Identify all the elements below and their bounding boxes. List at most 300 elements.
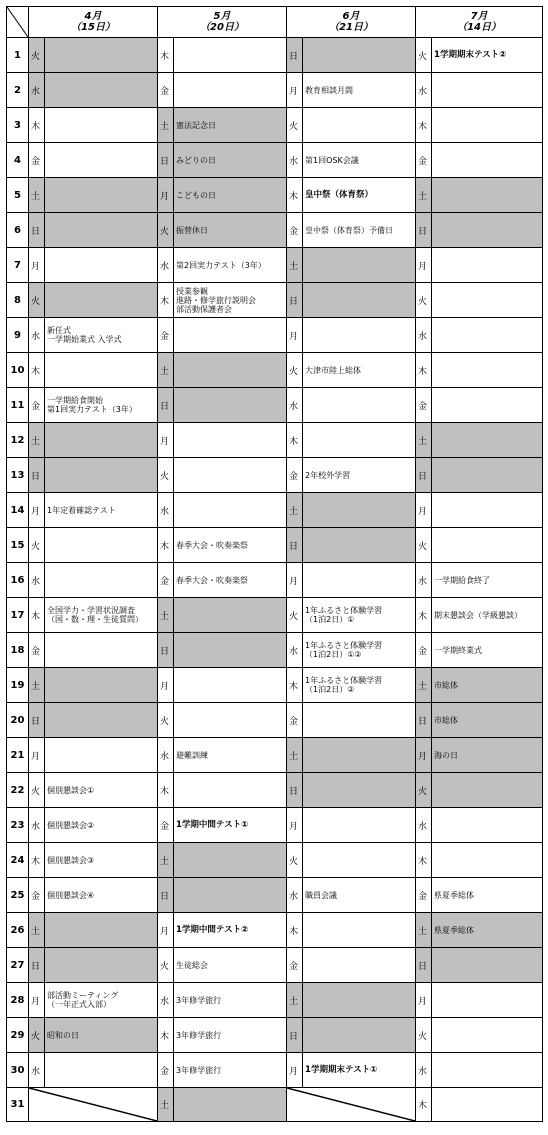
event-july — [432, 458, 543, 493]
weekday-may: 金 — [158, 808, 174, 843]
weekday-may: 土 — [158, 1088, 174, 1122]
event-june — [303, 248, 416, 283]
event-may: 避難訓練 — [174, 738, 287, 773]
weekday-april: 水 — [29, 73, 45, 108]
weekday-april: 土 — [29, 668, 45, 703]
calendar-row — [7, 1088, 543, 1122]
school-days-label: （21日） — [329, 22, 373, 33]
day-number: 30 — [7, 1053, 29, 1088]
weekday-may: 木 — [158, 283, 174, 318]
calendar-row — [7, 73, 543, 108]
weekday-july: 火 — [416, 773, 432, 808]
weekday-may: 水 — [158, 493, 174, 528]
day-number: 8 — [7, 283, 29, 318]
calendar-row — [7, 808, 543, 843]
day-number: 19 — [7, 668, 29, 703]
weekday-april: 月 — [29, 738, 45, 773]
weekday-june: 水 — [287, 143, 303, 178]
event-july: 一学期給食終了 — [432, 563, 543, 598]
event-june — [303, 703, 416, 738]
weekday-june: 火 — [287, 598, 303, 633]
weekday-june: 月 — [287, 1053, 303, 1088]
weekday-july: 日 — [416, 213, 432, 248]
day-number: 29 — [7, 1018, 29, 1053]
event-may — [174, 668, 287, 703]
weekday-may: 日 — [158, 633, 174, 668]
event-april: 新任式 一学期始業式 入学式 — [45, 318, 158, 353]
school-days-label: （20日） — [200, 22, 244, 33]
weekday-june: 日 — [287, 773, 303, 808]
event-may — [174, 38, 287, 73]
event-june — [303, 38, 416, 73]
weekday-april: 月 — [29, 493, 45, 528]
calendar-row — [7, 633, 543, 668]
calendar-row — [7, 423, 543, 458]
day-number: 11 — [7, 388, 29, 423]
day-number: 1 — [7, 38, 29, 73]
weekday-july: 土 — [416, 423, 432, 458]
event-may: 春季大会・吹奏楽祭 — [174, 528, 287, 563]
day-number: 31 — [7, 1088, 29, 1122]
weekday-june: 木 — [287, 668, 303, 703]
event-april — [45, 528, 158, 563]
event-april — [45, 563, 158, 598]
event-may: 3年修学旅行 — [174, 1053, 287, 1088]
event-april — [45, 948, 158, 983]
calendar-row — [7, 213, 543, 248]
event-may — [174, 598, 287, 633]
event-april: 個別懇談会③ — [45, 843, 158, 878]
weekday-june: 土 — [287, 248, 303, 283]
day-number: 3 — [7, 108, 29, 143]
event-april — [45, 633, 158, 668]
weekday-july: 水 — [416, 808, 432, 843]
weekday-may: 水 — [158, 738, 174, 773]
event-july: 海の日 — [432, 738, 543, 773]
event-june: 教育相談月間 — [303, 73, 416, 108]
event-april — [45, 248, 158, 283]
weekday-may: 火 — [158, 213, 174, 248]
weekday-april: 日 — [29, 948, 45, 983]
event-may — [174, 318, 287, 353]
weekday-june: 月 — [287, 563, 303, 598]
weekday-april: 金 — [29, 633, 45, 668]
calendar-row — [7, 738, 543, 773]
event-may — [174, 633, 287, 668]
day-number: 6 — [7, 213, 29, 248]
weekday-june: 月 — [287, 73, 303, 108]
day-number: 10 — [7, 353, 29, 388]
event-july — [432, 948, 543, 983]
weekday-may: 土 — [158, 843, 174, 878]
weekday-june: 金 — [287, 948, 303, 983]
weekday-april: 木 — [29, 108, 45, 143]
event-may: 生徒総会 — [174, 948, 287, 983]
event-april — [45, 178, 158, 213]
calendar-row — [7, 598, 543, 633]
month-header-july — [416, 7, 543, 38]
day-number: 27 — [7, 948, 29, 983]
event-april — [45, 213, 158, 248]
school-days-label: （14日） — [457, 22, 502, 33]
event-june — [303, 493, 416, 528]
weekday-june: 木 — [287, 178, 303, 213]
weekday-july: 火 — [416, 38, 432, 73]
weekday-june: 木 — [287, 913, 303, 948]
event-july — [432, 493, 543, 528]
event-april — [45, 703, 158, 738]
weekday-april: 金 — [29, 878, 45, 913]
weekday-april: 水 — [29, 1053, 45, 1088]
weekday-july: 水 — [416, 563, 432, 598]
weekday-april: 水 — [29, 563, 45, 598]
day-number: 2 — [7, 73, 29, 108]
event-july: 期末懇談会（学級懇談） — [432, 598, 543, 633]
nonexistent-day-june — [287, 1088, 416, 1122]
calendar-row — [7, 493, 543, 528]
day-number: 23 — [7, 808, 29, 843]
weekday-july: 土 — [416, 668, 432, 703]
event-july — [432, 108, 543, 143]
weekday-april: 日 — [29, 458, 45, 493]
weekday-april: 水 — [29, 808, 45, 843]
weekday-may: 月 — [158, 668, 174, 703]
weekday-may: 火 — [158, 703, 174, 738]
weekday-july: 月 — [416, 738, 432, 773]
calendar-row — [7, 353, 543, 388]
weekday-june: 金 — [287, 458, 303, 493]
corner-diagonal — [7, 7, 28, 37]
event-june — [303, 528, 416, 563]
weekday-july: 金 — [416, 143, 432, 178]
event-june: 第1回OSK会議 — [303, 143, 416, 178]
weekday-april: 金 — [29, 143, 45, 178]
weekday-june: 金 — [287, 703, 303, 738]
weekday-may: 金 — [158, 318, 174, 353]
month-header-may — [158, 7, 287, 38]
weekday-june: 日 — [287, 1018, 303, 1053]
event-april — [45, 913, 158, 948]
weekday-june: 木 — [287, 423, 303, 458]
day-number: 5 — [7, 178, 29, 213]
event-june — [303, 563, 416, 598]
calendar-row — [7, 878, 543, 913]
event-may — [174, 423, 287, 458]
weekday-may: 月 — [158, 913, 174, 948]
event-july — [432, 178, 543, 213]
day-number: 20 — [7, 703, 29, 738]
calendar-row — [7, 458, 543, 493]
weekday-april: 木 — [29, 843, 45, 878]
day-number: 21 — [7, 738, 29, 773]
weekday-july: 木 — [416, 353, 432, 388]
event-may — [174, 353, 287, 388]
weekday-june: 月 — [287, 318, 303, 353]
weekday-june: 土 — [287, 983, 303, 1018]
event-april — [45, 1053, 158, 1088]
month-header-june — [287, 7, 416, 38]
calendar-row — [7, 948, 543, 983]
weekday-june: 月 — [287, 808, 303, 843]
weekday-may: 火 — [158, 948, 174, 983]
corner-cell — [7, 7, 29, 38]
event-july — [432, 1018, 543, 1053]
diagonal-slash — [287, 1088, 415, 1121]
weekday-may: 日 — [158, 388, 174, 423]
event-july — [432, 528, 543, 563]
event-june — [303, 983, 416, 1018]
calendar-row — [7, 388, 543, 423]
event-june — [303, 108, 416, 143]
weekday-may: 金 — [158, 73, 174, 108]
weekday-april: 金 — [29, 388, 45, 423]
event-april — [45, 38, 158, 73]
weekday-may: 金 — [158, 1053, 174, 1088]
weekday-april: 木 — [29, 353, 45, 388]
event-april: 個別懇談会② — [45, 808, 158, 843]
event-april — [45, 73, 158, 108]
event-july: 1学期期末テスト② — [432, 38, 543, 73]
event-may — [174, 878, 287, 913]
weekday-may: 木 — [158, 38, 174, 73]
event-may: 1学期中間テスト① — [174, 808, 287, 843]
weekday-april: 火 — [29, 528, 45, 563]
day-number: 22 — [7, 773, 29, 808]
event-may: みどりの日 — [174, 143, 287, 178]
day-number: 14 — [7, 493, 29, 528]
event-may: 春季大会・吹奏楽祭 — [174, 563, 287, 598]
weekday-april: 火 — [29, 1018, 45, 1053]
weekday-june: 金 — [287, 213, 303, 248]
event-june — [303, 738, 416, 773]
weekday-july: 火 — [416, 1018, 432, 1053]
weekday-july: 木 — [416, 843, 432, 878]
event-june: 1年ふるさと体験学習 （1泊2日）① — [303, 598, 416, 633]
weekday-june: 日 — [287, 283, 303, 318]
weekday-june: 火 — [287, 353, 303, 388]
event-may: 授業参観 進路・修学旅行説明会 部活動保護者会 — [174, 283, 287, 318]
weekday-july: 金 — [416, 388, 432, 423]
event-april — [45, 458, 158, 493]
calendar-row — [7, 1018, 543, 1053]
event-may — [174, 773, 287, 808]
event-april — [45, 668, 158, 703]
event-may — [174, 1088, 287, 1122]
weekday-april: 土 — [29, 423, 45, 458]
event-july — [432, 318, 543, 353]
weekday-july: 日 — [416, 948, 432, 983]
day-number: 25 — [7, 878, 29, 913]
weekday-july: 水 — [416, 318, 432, 353]
weekday-june: 土 — [287, 493, 303, 528]
weekday-may: 月 — [158, 178, 174, 213]
weekday-july: 日 — [416, 458, 432, 493]
weekday-july: 土 — [416, 178, 432, 213]
weekday-may: 土 — [158, 108, 174, 143]
event-april — [45, 283, 158, 318]
event-july: 県夏季総体 — [432, 878, 543, 913]
event-june: 皇中祭（体育祭） — [303, 178, 416, 213]
weekday-june: 土 — [287, 738, 303, 773]
event-may: 3年修学旅行 — [174, 983, 287, 1018]
weekday-june: 火 — [287, 843, 303, 878]
weekday-april: 火 — [29, 283, 45, 318]
event-july: 一学期終業式 — [432, 633, 543, 668]
day-number: 28 — [7, 983, 29, 1018]
event-april — [45, 108, 158, 143]
weekday-may: 木 — [158, 1018, 174, 1053]
event-july — [432, 248, 543, 283]
event-july — [432, 843, 543, 878]
event-june: 1学期期末テスト① — [303, 1053, 416, 1088]
weekday-may: 土 — [158, 353, 174, 388]
weekday-june: 水 — [287, 388, 303, 423]
event-may: 第2回実力テスト（3年） — [174, 248, 287, 283]
weekday-july: 木 — [416, 108, 432, 143]
calendar-row — [7, 528, 543, 563]
weekday-may: 火 — [158, 458, 174, 493]
month-label: 4月 — [84, 11, 102, 22]
event-june: 1年ふるさと体験学習 （1泊2日）①② — [303, 633, 416, 668]
event-may — [174, 388, 287, 423]
weekday-june: 火 — [287, 108, 303, 143]
calendar-row — [7, 143, 543, 178]
event-may — [174, 703, 287, 738]
weekday-july: 月 — [416, 493, 432, 528]
event-june — [303, 948, 416, 983]
calendar-row — [7, 108, 543, 143]
event-may: 振替休日 — [174, 213, 287, 248]
event-june — [303, 388, 416, 423]
month-header-april — [29, 7, 158, 38]
day-number: 9 — [7, 318, 29, 353]
event-may — [174, 458, 287, 493]
event-april — [45, 423, 158, 458]
day-number: 13 — [7, 458, 29, 493]
event-april: 全国学力・学習状況調査 （国・数・理・生徒質問） — [45, 598, 158, 633]
day-number: 12 — [7, 423, 29, 458]
event-april — [45, 738, 158, 773]
weekday-july: 水 — [416, 73, 432, 108]
event-june — [303, 318, 416, 353]
event-july — [432, 808, 543, 843]
event-june — [303, 423, 416, 458]
day-number: 24 — [7, 843, 29, 878]
day-number: 15 — [7, 528, 29, 563]
event-june — [303, 913, 416, 948]
calendar-row — [7, 248, 543, 283]
weekday-may: 水 — [158, 983, 174, 1018]
month-label: 6月 — [342, 11, 360, 22]
day-number: 4 — [7, 143, 29, 178]
event-july — [432, 1088, 543, 1122]
weekday-april: 水 — [29, 318, 45, 353]
event-june — [303, 773, 416, 808]
event-july — [432, 983, 543, 1018]
day-number: 18 — [7, 633, 29, 668]
weekday-april: 月 — [29, 248, 45, 283]
weekday-july: 日 — [416, 703, 432, 738]
event-may: 憲法記念日 — [174, 108, 287, 143]
nonexistent-day-april — [29, 1088, 158, 1122]
weekday-april: 月 — [29, 983, 45, 1018]
event-april: 個別懇談会① — [45, 773, 158, 808]
weekday-june: 日 — [287, 528, 303, 563]
day-number: 16 — [7, 563, 29, 598]
event-july — [432, 773, 543, 808]
event-april — [45, 143, 158, 178]
event-june: 皇中祭（体育祭）予備日 — [303, 213, 416, 248]
weekday-april: 土 — [29, 178, 45, 213]
event-july: 市総体 — [432, 703, 543, 738]
event-june: 大津市陸上総体 — [303, 353, 416, 388]
event-july — [432, 213, 543, 248]
event-july — [432, 1053, 543, 1088]
weekday-april: 木 — [29, 598, 45, 633]
event-may — [174, 493, 287, 528]
header-row — [7, 7, 543, 38]
day-number: 7 — [7, 248, 29, 283]
calendar-row — [7, 983, 543, 1018]
weekday-may: 土 — [158, 598, 174, 633]
weekday-april: 火 — [29, 773, 45, 808]
event-april — [45, 353, 158, 388]
calendar-row — [7, 668, 543, 703]
calendar-row — [7, 38, 543, 73]
event-april: 昭和の日 — [45, 1018, 158, 1053]
event-may: こどもの日 — [174, 178, 287, 213]
event-july — [432, 423, 543, 458]
day-number: 17 — [7, 598, 29, 633]
weekday-june: 水 — [287, 878, 303, 913]
event-april: 一学期給食開始 第1回実力テスト（3年） — [45, 388, 158, 423]
calendar-row — [7, 913, 543, 948]
event-june — [303, 808, 416, 843]
calendar-row — [7, 1053, 543, 1088]
weekday-july: 木 — [416, 598, 432, 633]
weekday-july: 火 — [416, 528, 432, 563]
calendar-row — [7, 563, 543, 598]
weekday-july: 金 — [416, 878, 432, 913]
weekday-april: 土 — [29, 913, 45, 948]
month-label: 7月 — [470, 11, 488, 22]
weekday-may: 日 — [158, 878, 174, 913]
calendar-row — [7, 178, 543, 213]
event-july — [432, 388, 543, 423]
school-days-label: （15日） — [71, 22, 115, 33]
event-may — [174, 73, 287, 108]
event-july: 市総体 — [432, 668, 543, 703]
calendar-row — [7, 318, 543, 353]
weekday-may: 水 — [158, 248, 174, 283]
weekday-may: 木 — [158, 773, 174, 808]
month-label: 5月 — [213, 11, 231, 22]
weekday-june: 日 — [287, 38, 303, 73]
weekday-july: 月 — [416, 248, 432, 283]
event-july — [432, 283, 543, 318]
weekday-april: 火 — [29, 38, 45, 73]
calendar-row — [7, 703, 543, 738]
calendar-row — [7, 843, 543, 878]
event-july — [432, 143, 543, 178]
weekday-april: 日 — [29, 213, 45, 248]
weekday-july: 土 — [416, 913, 432, 948]
weekday-may: 日 — [158, 143, 174, 178]
event-june: 2年校外学習 — [303, 458, 416, 493]
weekday-july: 金 — [416, 633, 432, 668]
event-june: 職員会議 — [303, 878, 416, 913]
calendar-row — [7, 283, 543, 318]
